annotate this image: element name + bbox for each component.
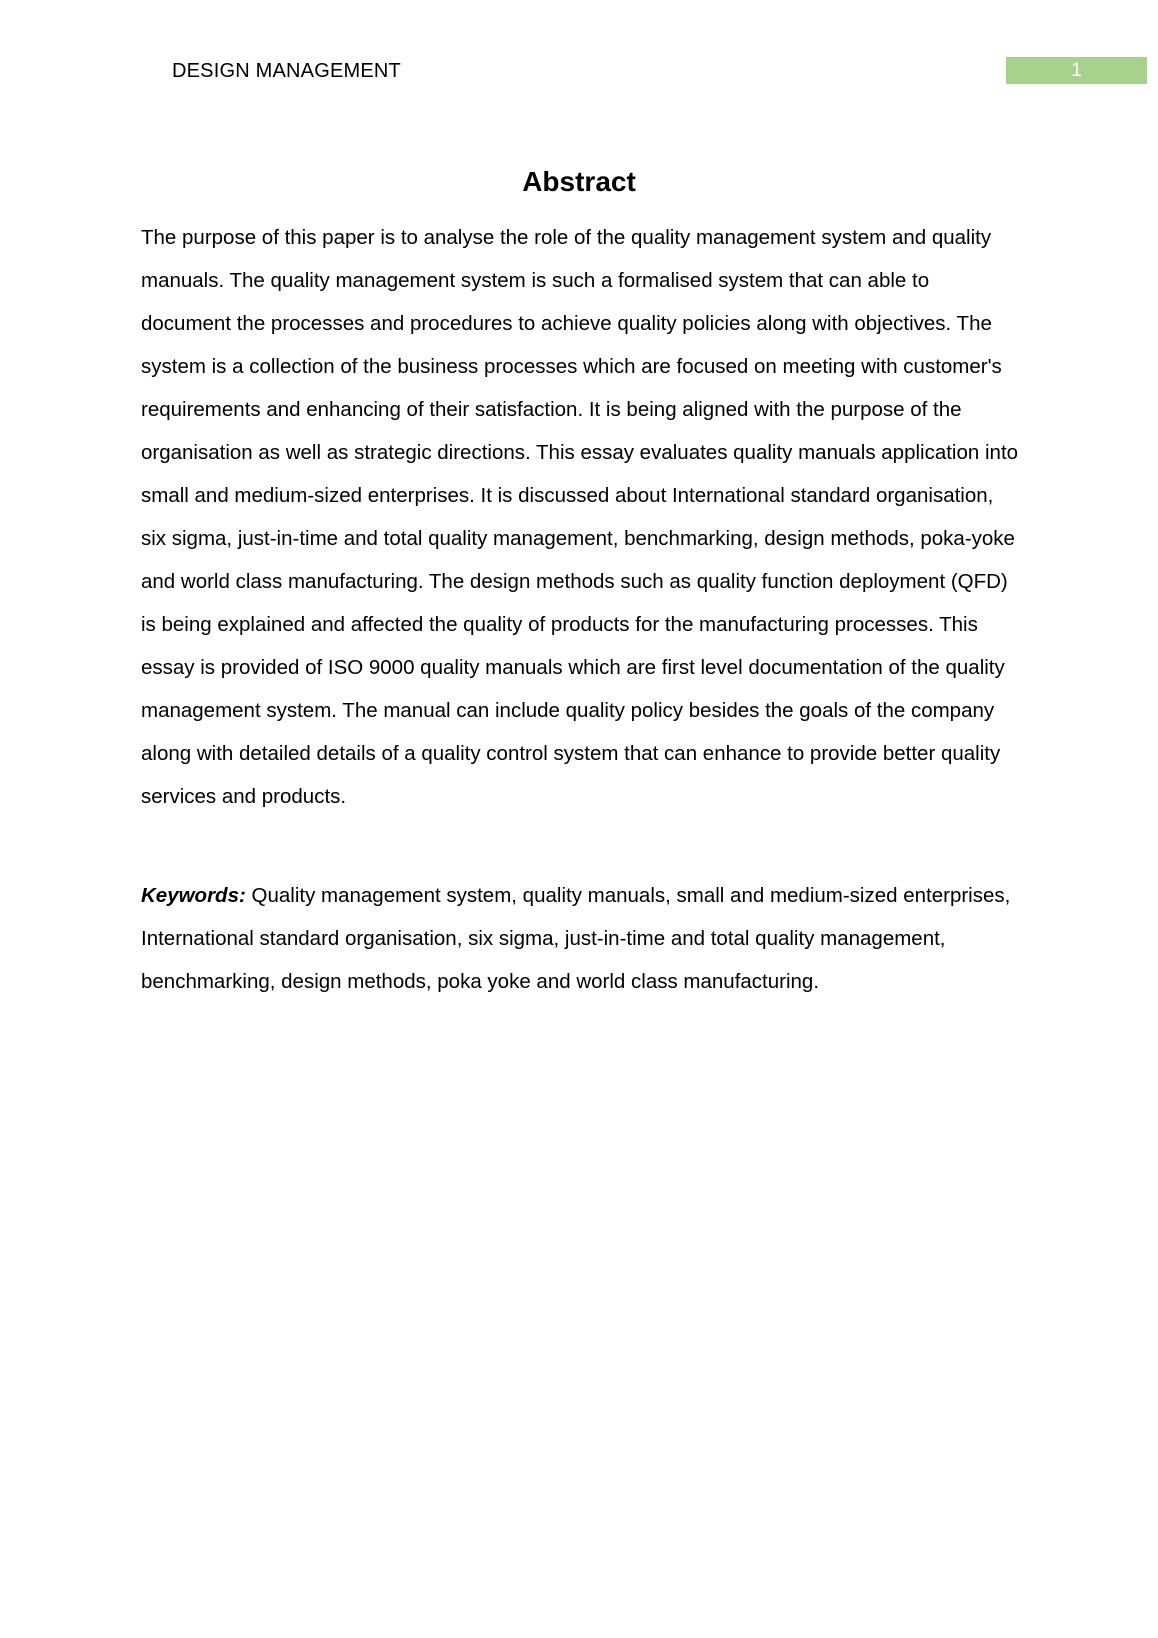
running-header-title: DESIGN MANAGEMENT: [172, 60, 401, 82]
abstract-paragraph: The purpose of this paper is to analyse the role of the quality management system and quality manuals. The quality management system is such a formalised system that can able to document the processes and procedures to achieve quality policies along with objectives. The system is a collection of the business processes which are focused on meeting with customer's requirements and enhancing of their satisfaction. It is being aligned with the purpose of the organisation as well as strategic directions. This essay evaluates quality manuals application into small and medium-sized enterprises. It is discussed about International standard organisation, six sigma, just-in-time and total quality management, benchmarking, design methods, poka-yoke and world class manufacturing. The design methods such as quality function deployment (QFD) is being explained and affected the quality of products for the manufacturing processes. This essay is provided of ISO 9000 quality manuals which are first level documentation of the quality management system. The manual can include quality policy besides the goals of the company along with detailed details of a quality control system that can enhance to provide better quality services and products.: [141, 226, 1019, 808]
abstract-heading: Abstract: [522, 166, 636, 197]
page-number: 1: [1071, 60, 1082, 81]
page-number-badge: [1006, 57, 1147, 84]
keywords-label: Keywords:: [141, 884, 246, 907]
keywords-paragraph: [141, 874, 1021, 1003]
keywords-text: Quality management system, quality manuals, small and medium-sized enterprises, International standard organisation, six sigma, just-in-time and total quality management, benchmarking, design methods, poka yoke and world class manufacturing.: [141, 884, 1011, 993]
